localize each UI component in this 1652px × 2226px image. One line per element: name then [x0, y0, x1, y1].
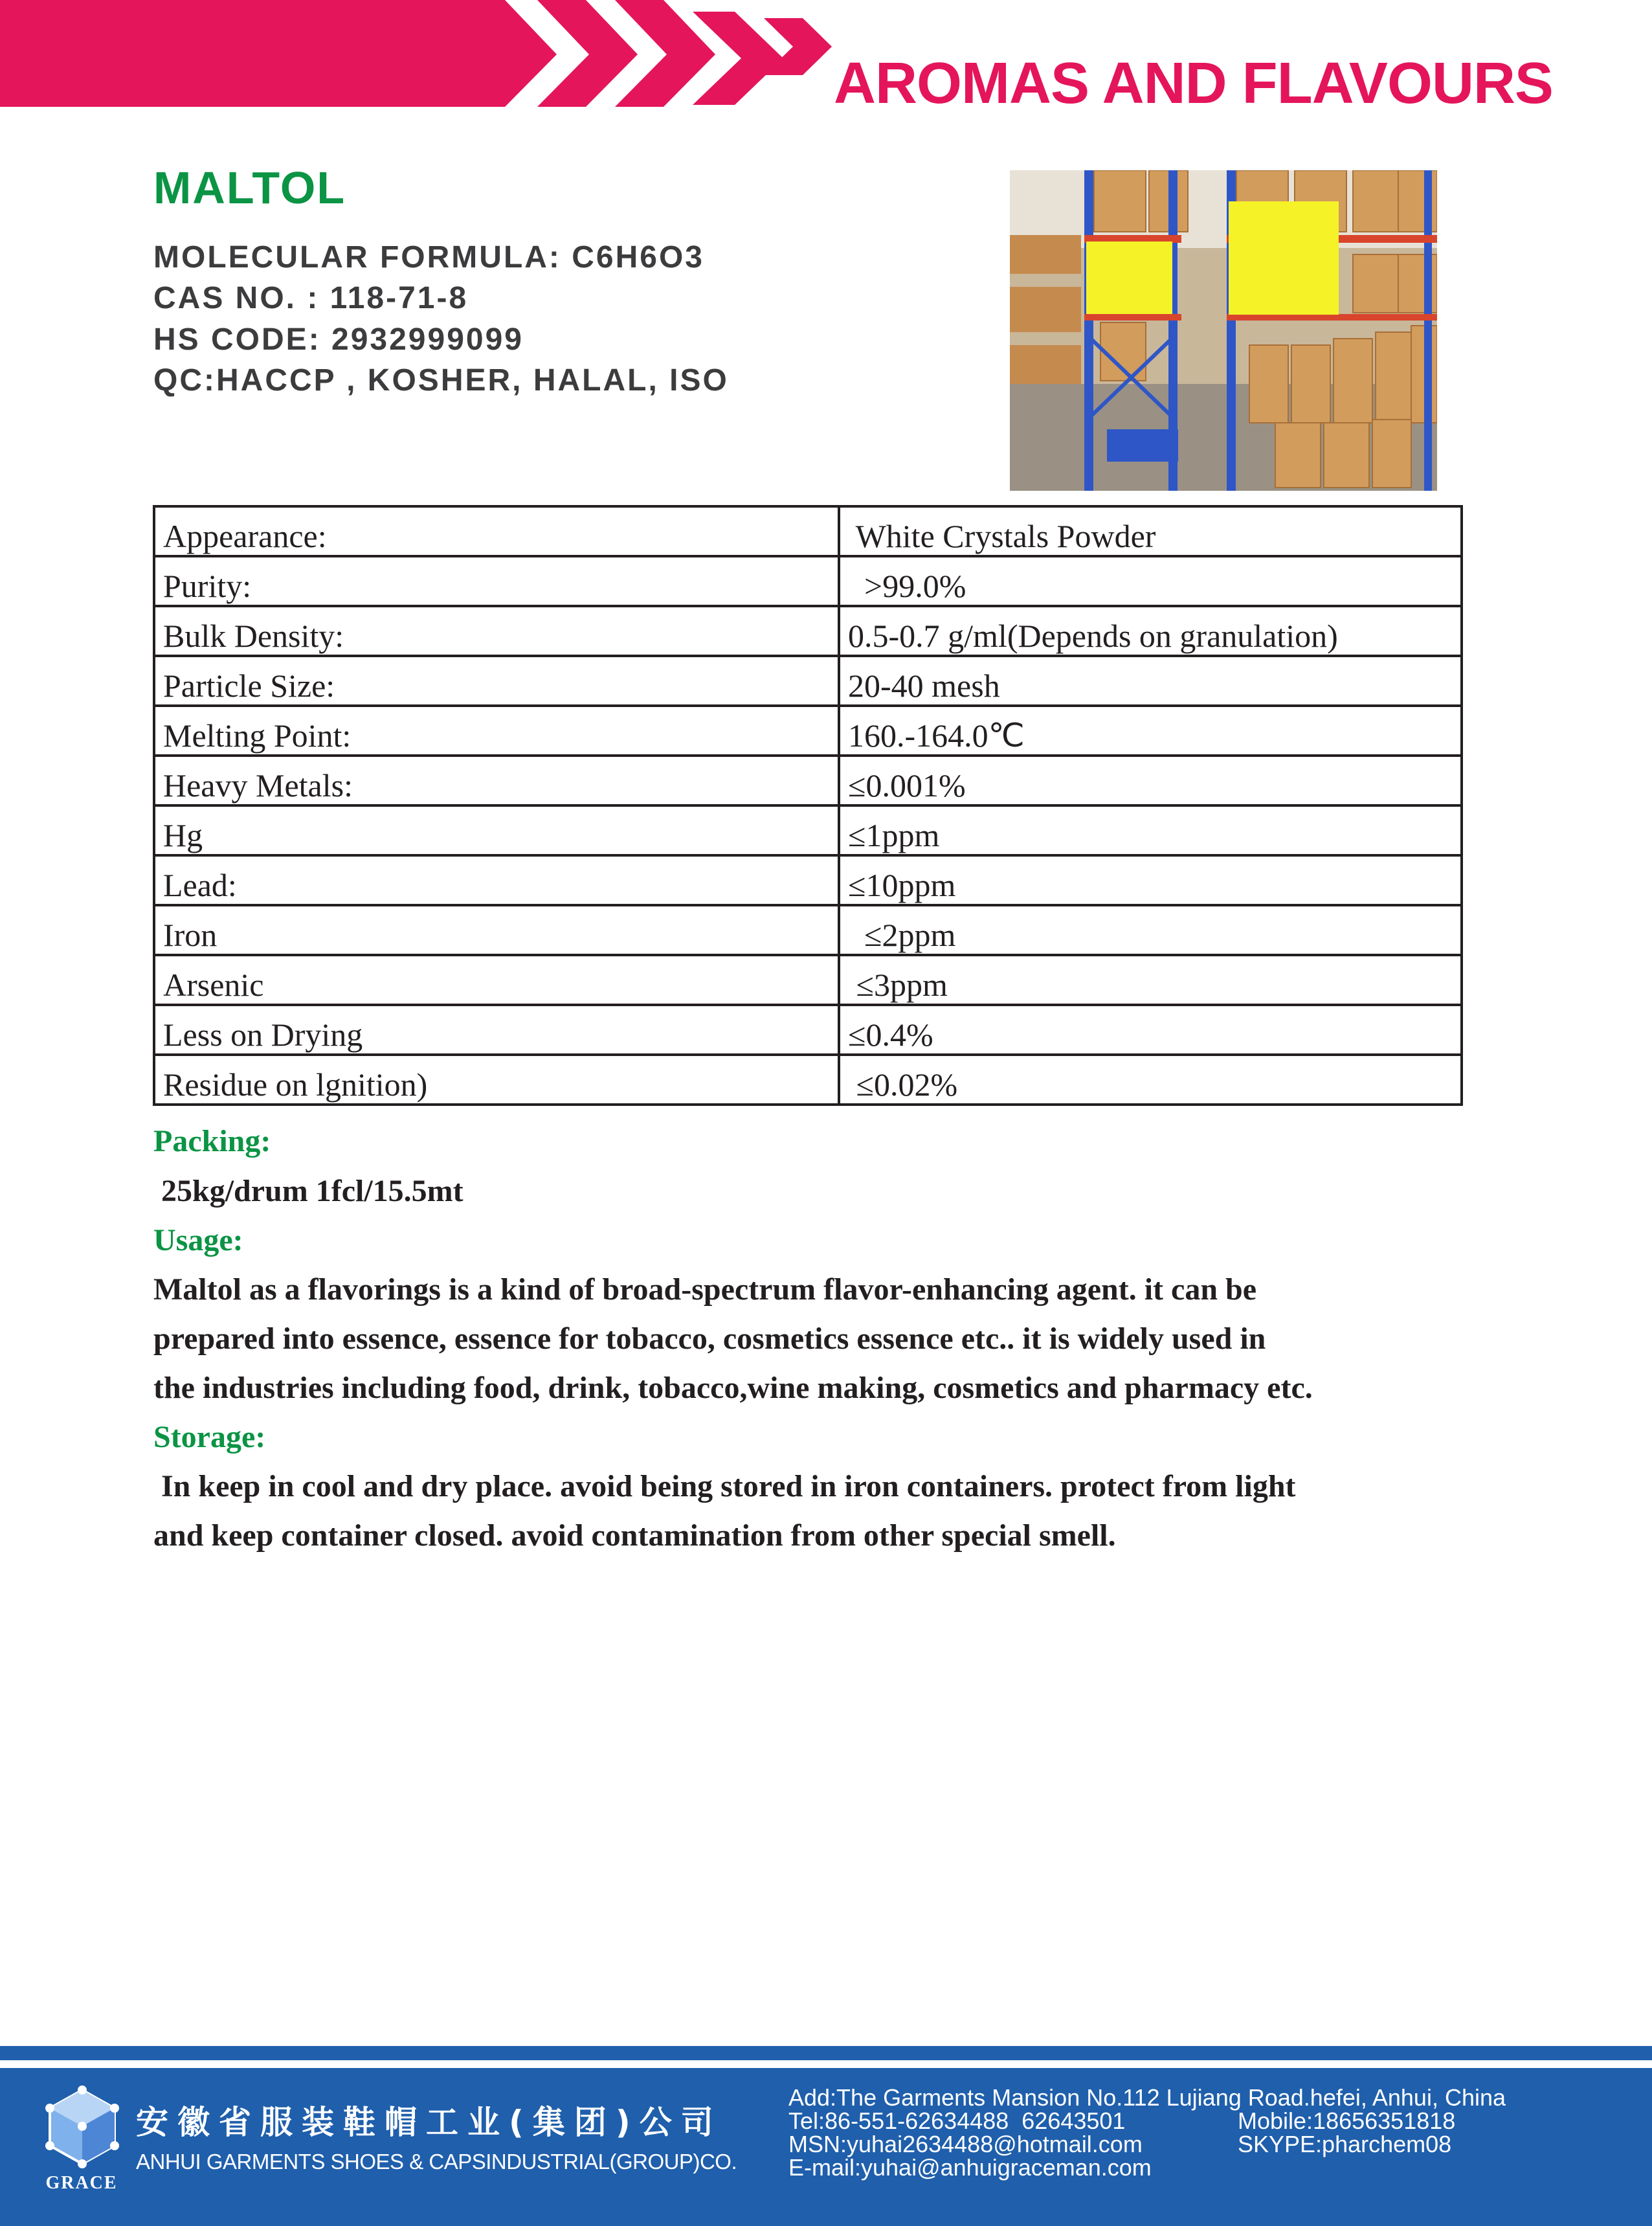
product-name: MALTOL: [153, 163, 346, 213]
contact-address: Add:The Garments Mansion No.112 Lujiang Road.hefei, Anhui, China: [788, 2084, 1506, 2111]
value-cell: ≤0.4%: [839, 1005, 1462, 1055]
spec-table: [153, 505, 1463, 1106]
contact-email[interactable]: E-mail:yuhai@anhuigraceman.com: [788, 2154, 1152, 2181]
storage-line: In keep in cool and dry place. avoid being stored in iron containers. protect from light: [153, 1469, 1296, 1503]
footer-stripe: [0, 2046, 1652, 2060]
value-cell: 0.5-0.7 g/ml(Depends on granulation): [839, 606, 1462, 656]
param-cell: Particle Size:: [154, 656, 839, 706]
table-row: [154, 855, 1462, 905]
usage-line: Maltol as a flavorings is a kind of broad-spectrum flavor-enhancing agent. it can be: [153, 1272, 1257, 1307]
table-row: [154, 706, 1462, 756]
usage-title: Usage:: [153, 1223, 243, 1257]
param-cell: Arsenic: [154, 955, 839, 1005]
contact-mobile: Mobile:18656351818: [1238, 2108, 1456, 2134]
table-row: [154, 1005, 1462, 1055]
value-cell: ≤0.001%: [839, 756, 1462, 805]
param-cell: Heavy Metals:: [154, 756, 839, 805]
storage-title: Storage:: [153, 1420, 266, 1454]
param-cell: Bulk Density:: [154, 606, 839, 656]
company-name-en: ANHUI GARMENTS SHOES & CAPSINDUSTRIAL(GROUP)CO.: [136, 2150, 737, 2174]
packing-title: Packing:: [153, 1124, 271, 1158]
value-cell: ≤10ppm: [839, 855, 1462, 905]
value-cell: ≤1ppm: [839, 805, 1462, 855]
value-cell: >99.0%: [839, 556, 1462, 606]
table-row: [154, 756, 1462, 805]
param-cell: Iron: [154, 905, 839, 955]
usage-line: prepared into essence, essence for tobacco, cosmetics essence etc.. it is widely used in: [153, 1321, 1266, 1356]
param-cell: Lead:: [154, 855, 839, 905]
contact-skype: SKYPE:pharchem08: [1238, 2131, 1452, 2157]
value-cell: ≤0.02%: [839, 1055, 1462, 1105]
value-cell: ≤3ppm: [839, 955, 1462, 1005]
header-title: AROMAS AND FLAVOURS: [834, 51, 1553, 116]
param-cell: Purity:: [154, 556, 839, 606]
param-cell: Less on Drying: [154, 1005, 839, 1055]
usage-line: the industries including food, drink, tobacco,wine making, cosmetics and pharmacy etc.: [153, 1371, 1313, 1405]
value-cell: 20-40 mesh: [839, 656, 1462, 706]
table-row: [154, 606, 1462, 656]
table-row: [154, 656, 1462, 706]
molecular-formula: MOLECULAR FORMULA: C6H6O3: [153, 240, 704, 275]
header-chevron-4: [764, 18, 832, 75]
table-row: [154, 506, 1462, 556]
table-row: [154, 955, 1462, 1005]
value-cell: 160.-164.0℃: [839, 706, 1462, 756]
hs-code: HS CODE: 2932999099: [153, 322, 524, 357]
contact-tel: Tel:86-551-62634488 62643501: [788, 2108, 1126, 2134]
storage-line: and keep container closed. avoid contamination from other special smell.: [153, 1518, 1116, 1553]
param-cell: Appearance:: [154, 506, 839, 556]
footer: [0, 2046, 1652, 2226]
param-cell: Melting Point:: [154, 706, 839, 756]
table-row: [154, 905, 1462, 955]
param-cell: Residue on lgnition): [154, 1055, 839, 1105]
company-name-cn: 安徽省服装鞋帽工业(集团)公司: [136, 2104, 722, 2141]
table-row: [154, 1055, 1462, 1105]
grace-logo-icon: [40, 2084, 124, 2174]
header-red-bar: [0, 0, 557, 107]
cas-number: CAS NO. : 118-71-8: [153, 281, 469, 315]
param-cell: Hg: [154, 805, 839, 855]
qc-certifications: QC:HACCP , KOSHER, HALAL, ISO: [153, 363, 729, 398]
contact-msn[interactable]: MSN:yuhai2634488@hotmail.com: [788, 2131, 1143, 2157]
logo-text: GRACE: [45, 2173, 118, 2193]
value-cell: White Crystals Powder: [839, 506, 1462, 556]
table-row: [154, 805, 1462, 855]
table-row: [154, 556, 1462, 606]
packing-text: 25kg/drum 1fcl/15.5mt: [153, 1174, 463, 1208]
warehouse-photo: [1010, 170, 1437, 491]
value-cell: ≤2ppm: [839, 905, 1462, 955]
